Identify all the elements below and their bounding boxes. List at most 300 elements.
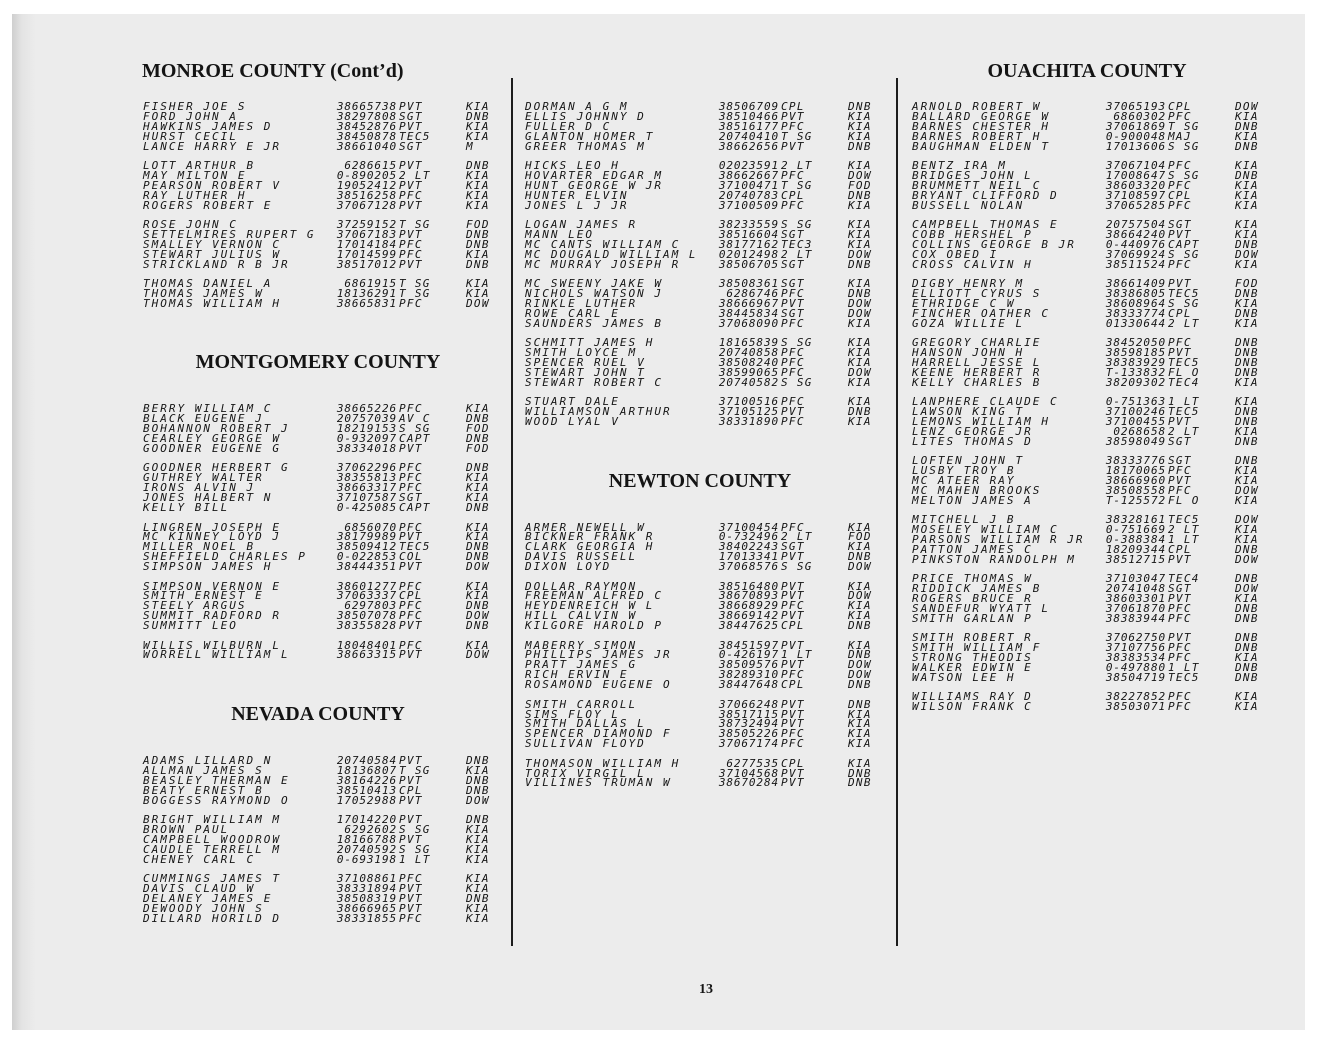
casualty-row: [912, 139, 1262, 153]
rank-cell: TEC5: [1168, 513, 1200, 527]
serial-number-cell: 17013341: [718, 550, 779, 564]
status-cell: KIA: [1235, 375, 1259, 389]
entry-group: [912, 220, 1262, 269]
status-cell: DNB: [848, 678, 872, 692]
name-cell: WOOD LYAL V: [525, 415, 620, 429]
rank-cell: TEC5: [1168, 355, 1200, 369]
rank-cell: CPL: [781, 756, 805, 770]
status-cell: KIA: [1235, 129, 1259, 143]
name-cell: BEATY ERNEST B: [143, 783, 264, 797]
serial-number-cell: 6861915: [344, 277, 397, 291]
entry-group: [525, 638, 875, 692]
rank-cell: PVT: [1168, 631, 1192, 645]
name-cell: SMITH CARROLL: [525, 697, 638, 711]
name-cell: FORD JOHN A: [143, 109, 238, 123]
status-cell: KIA: [848, 707, 872, 721]
serial-number-cell: 37067183: [336, 227, 397, 241]
casualty-row: [912, 257, 1262, 271]
rank-cell: 2 LT: [781, 159, 813, 173]
name-cell: MC MURRAY JOSEPH R: [525, 257, 681, 271]
rank-cell: PFC: [399, 579, 423, 593]
serial-number-cell: 0-425085: [336, 501, 397, 515]
name-cell: LOTT ARTHUR B: [143, 159, 256, 173]
name-cell: LUSBY TROY B: [912, 464, 1016, 478]
status-cell: DNB: [1235, 611, 1259, 625]
serial-number-cell: 6856070: [344, 520, 397, 534]
rank-cell: PVT: [399, 100, 423, 113]
status-cell: KIA: [466, 491, 490, 505]
serial-number-cell: 38516480: [718, 579, 779, 593]
status-cell: DNB: [466, 227, 490, 241]
entry-group: [525, 338, 875, 387]
status-cell: DOW: [1235, 483, 1259, 497]
serial-number-cell: 38447625: [718, 619, 779, 633]
casualty-row: [525, 139, 875, 153]
name-cell: GREER THOMAS M: [525, 139, 646, 153]
name-cell: ROSAMOND EUGENE O: [525, 678, 672, 692]
rank-cell: PFC: [399, 247, 423, 261]
name-cell: WILLIS WILBURN L: [143, 638, 281, 652]
status-cell: KIA: [466, 100, 490, 113]
serial-number-cell: 38451597: [718, 638, 779, 652]
rank-cell: 2 LT: [781, 247, 813, 261]
serial-number-cell: 38227852: [1105, 690, 1166, 704]
status-cell: KIA: [466, 872, 490, 886]
status-cell: DNB: [1235, 355, 1259, 369]
name-cell: THOMAS JAMES W: [143, 287, 264, 301]
serial-number-cell: 38512715: [1105, 552, 1166, 566]
entry-group: [143, 461, 493, 515]
entry-group: [143, 638, 493, 662]
status-cell: DOW: [466, 560, 490, 574]
rank-cell: T SG: [781, 178, 813, 192]
serial-number-cell: 02012498: [718, 247, 779, 261]
name-cell: DELANEY JAMES E: [143, 891, 273, 905]
status-cell: DNB: [1235, 434, 1259, 448]
name-cell: PATTON JAMES C: [912, 543, 1033, 556]
serial-number-cell: 17014220: [336, 813, 397, 827]
name-cell: LEMONS WILLIAM H: [912, 415, 1050, 429]
serial-number-cell: 37067104: [1105, 159, 1166, 173]
rank-cell: FL O: [1168, 365, 1200, 379]
casualty-row: [143, 296, 493, 310]
name-cell: STUART DALE: [525, 395, 620, 409]
rank-cell: PVT: [399, 257, 423, 271]
rank-cell: PFC: [399, 481, 423, 495]
serial-number-cell: 37100471: [718, 178, 779, 192]
entry-group: [912, 338, 1262, 387]
entry-group: [912, 161, 1262, 210]
status-cell: DNB: [466, 599, 490, 613]
name-cell: MILLER NOEL B: [143, 540, 256, 554]
name-cell: FULLER D C: [525, 119, 612, 133]
name-cell: BERRY WILLIAM C: [143, 402, 273, 416]
county-section: [912, 60, 1262, 722]
name-cell: BRYANT CLIFFORD D: [912, 188, 1059, 202]
name-cell: ELLIOTT CYRUS S: [912, 287, 1042, 301]
serial-number-cell: 38508361: [718, 277, 779, 291]
serial-number-cell: 38505226: [718, 727, 779, 741]
status-cell: KIA: [848, 237, 872, 251]
status-cell: DNB: [1235, 365, 1259, 379]
name-cell: SMITH GARLAN P: [912, 611, 1033, 625]
serial-number-cell: 6277535: [726, 756, 779, 770]
rank-cell: PVT: [399, 793, 423, 807]
casualty-row: [143, 198, 493, 212]
serial-number-cell: 38447648: [718, 678, 779, 692]
status-cell: DNB: [466, 783, 490, 797]
rank-cell: CPL: [781, 100, 805, 113]
serial-number-cell: 0-497880: [1105, 661, 1166, 675]
rank-cell: PVT: [399, 773, 423, 787]
serial-number-cell: 38599065: [718, 365, 779, 379]
entry-group: [143, 102, 493, 151]
rank-cell: S SG: [781, 336, 813, 350]
rank-cell: PVT: [781, 707, 805, 721]
entry-group: [525, 279, 875, 328]
name-cell: ROGERS BRUCE R: [912, 592, 1033, 606]
status-cell: DNB: [1235, 346, 1259, 360]
serial-number-cell: 38445834: [718, 306, 779, 320]
rank-cell: PVT: [399, 530, 423, 544]
name-cell: STEWART JOHN T: [525, 365, 646, 379]
status-cell: KIA: [466, 832, 490, 846]
name-cell: VILLINES TRUMAN W: [525, 776, 672, 790]
serial-number-cell: 38666960: [1105, 474, 1166, 488]
status-cell: KIA: [848, 198, 872, 212]
name-cell: LANCE HARRY E JR: [143, 139, 281, 153]
serial-number-cell: 38661409: [1105, 277, 1166, 291]
serial-number-cell: 0-440976: [1105, 237, 1166, 251]
serial-number-cell: 38355828: [336, 619, 397, 633]
status-cell: DNB: [848, 550, 872, 564]
rank-cell: SGT: [781, 540, 805, 554]
serial-number-cell: 38517012: [336, 257, 397, 271]
entry-group: [912, 279, 1262, 328]
name-cell: MOSELEY WILLIAM C: [912, 523, 1059, 537]
rank-cell: 1 LT: [1168, 395, 1200, 409]
entry-group: [912, 574, 1262, 623]
rank-cell: PFC: [1168, 336, 1192, 350]
casualty-row: [143, 441, 493, 455]
rank-cell: PFC: [781, 520, 805, 534]
serial-number-cell: 38504719: [1105, 670, 1166, 684]
county-heading: OUACHITA COUNTY: [987, 60, 1187, 82]
rank-cell: TEC4: [1168, 572, 1200, 586]
serial-number-cell: 37062296: [336, 461, 397, 475]
status-cell: DNB: [466, 461, 490, 475]
name-cell: ROSE JOHN C: [143, 218, 238, 232]
name-cell: SPENCER RUEL V: [525, 355, 646, 369]
rank-cell: TEC5: [399, 129, 431, 143]
name-cell: BRUMMETT NEIL C: [912, 178, 1042, 192]
status-cell: DOW: [848, 658, 872, 672]
name-cell: MC KINNEY LOYD J: [143, 530, 281, 544]
serial-number-cell: 0-900048: [1105, 129, 1166, 143]
county-heading: MONROE COUNTY (Cont’d): [142, 60, 404, 82]
rank-cell: PFC: [1168, 641, 1192, 655]
status-cell: DOW: [848, 247, 872, 261]
rank-cell: PVT: [399, 198, 423, 212]
rank-cell: 2 LT: [781, 530, 813, 544]
status-cell: DNB: [1235, 119, 1259, 133]
casualty-row: [912, 434, 1262, 448]
status-cell: DOW: [466, 648, 490, 662]
rank-cell: T SG: [1168, 119, 1200, 133]
name-cell: GUTHREY WALTER: [143, 471, 264, 485]
name-cell: DORMAN A G M: [525, 100, 629, 113]
status-cell: KIA: [466, 287, 490, 301]
name-cell: SMITH ERNEST E: [143, 589, 264, 603]
name-cell: DIGBY HENRY M: [912, 277, 1025, 291]
name-cell: LOGAN JAMES R: [525, 218, 638, 232]
serial-number-cell: 38669142: [718, 609, 779, 623]
county-section: [143, 670, 493, 933]
name-cell: THOMAS WILLIAM H: [143, 296, 281, 310]
entry-group: [525, 579, 875, 633]
rank-cell: PFC: [399, 188, 423, 202]
serial-number-cell: 38663315: [336, 648, 397, 662]
rank-cell: PVT: [781, 638, 805, 652]
name-cell: MANN LEO: [525, 227, 594, 241]
rank-cell: PFC: [781, 346, 805, 360]
rank-cell: PVT: [1168, 552, 1192, 566]
name-cell: KELLY CHARLES B: [912, 375, 1042, 389]
serial-number-cell: 38506709: [718, 100, 779, 113]
casualty-row: [525, 778, 875, 788]
name-cell: RICH ERVIN E: [525, 668, 629, 682]
serial-number-cell: 38516604: [718, 227, 779, 241]
rank-cell: 2 LT: [399, 168, 431, 182]
serial-number-cell: 38289310: [718, 668, 779, 682]
status-cell: KIA: [1235, 523, 1259, 537]
rank-cell: PVT: [781, 658, 805, 672]
casualty-row: [912, 316, 1262, 330]
name-cell: SPENCER DIAMOND F: [525, 727, 672, 741]
name-cell: GOODNER HERBERT G: [143, 461, 290, 475]
status-cell: KIA: [848, 756, 872, 770]
serial-number-cell: 38608964: [1105, 296, 1166, 310]
name-cell: JONES L J JR: [525, 198, 629, 212]
rank-cell: PFC: [781, 355, 805, 369]
serial-number-cell: 17008647: [1105, 168, 1166, 182]
serial-number-cell: 37062750: [1105, 631, 1166, 645]
rank-cell: CPL: [1168, 543, 1192, 556]
serial-number-cell: 0-932097: [336, 432, 397, 446]
column-3: [912, 60, 1262, 722]
name-cell: DILLARD HORILD D: [143, 911, 281, 925]
serial-number-cell: 18219153: [336, 422, 397, 436]
status-cell: KIA: [1235, 257, 1259, 271]
rank-cell: PFC: [781, 198, 805, 212]
status-cell: KIA: [848, 599, 872, 613]
rank-cell: PVT: [781, 776, 805, 790]
serial-number-cell: 37065285: [1105, 198, 1166, 212]
rank-cell: CPL: [1168, 100, 1192, 113]
rank-cell: PVT: [1168, 227, 1192, 241]
name-cell: ELLIS JOHNNY D: [525, 109, 646, 123]
serial-number-cell: 38233559: [718, 218, 779, 232]
rank-cell: S SG: [781, 560, 813, 574]
name-cell: PRATT JAMES G: [525, 658, 638, 672]
rank-cell: PVT: [781, 109, 805, 123]
status-cell: DNB: [466, 891, 490, 905]
name-cell: FISHER JOE S: [143, 100, 247, 113]
serial-number-cell: 0268658: [1113, 424, 1166, 438]
serial-number-cell: 38383944: [1105, 611, 1166, 625]
casualty-row: [525, 417, 875, 427]
serial-number-cell: 20740858: [718, 346, 779, 360]
name-cell: CEARLEY GEORGE W: [143, 432, 281, 446]
status-cell: DNB: [848, 188, 872, 202]
serial-number-cell: 38209302: [1105, 375, 1166, 389]
casualty-row: [143, 503, 493, 513]
rank-cell: PFC: [781, 316, 805, 330]
rank-cell: PFC: [1168, 700, 1192, 714]
name-cell: HANSON JOHN H: [912, 346, 1025, 360]
rank-cell: T SG: [399, 287, 431, 301]
name-cell: COBB HERSHEL P: [912, 227, 1033, 241]
serial-number-cell: 38510466: [718, 109, 779, 123]
status-cell: KIA: [1235, 316, 1259, 330]
name-cell: DOLLAR RAYMON: [525, 579, 638, 593]
serial-number-cell: 6292602: [344, 822, 397, 836]
entry-group: [143, 753, 493, 807]
name-cell: BENTZ IRA M: [912, 159, 1007, 173]
serial-number-cell: 19052412: [336, 178, 397, 192]
serial-number-cell: 37100454: [718, 520, 779, 534]
status-cell: DNB: [1235, 631, 1259, 645]
serial-number-cell: 38510413: [336, 783, 397, 797]
rank-cell: PVT: [399, 813, 423, 827]
status-cell: KIA: [1235, 651, 1259, 665]
rank-cell: S SG: [1168, 247, 1200, 261]
name-cell: STEELY ARGUS: [143, 599, 247, 613]
column-divider-right: [896, 78, 898, 946]
serial-number-cell: 17013606: [1105, 139, 1166, 153]
entry-group: [525, 520, 875, 574]
name-cell: WALKER EDWIN E: [912, 661, 1033, 675]
status-cell: DOW: [1235, 247, 1259, 261]
name-cell: DEWOODY JOHN S: [143, 901, 264, 915]
status-cell: FOD: [466, 441, 490, 455]
rank-cell: PFC: [1168, 198, 1192, 212]
rank-cell: 1 LT: [781, 648, 813, 662]
rank-cell: PFC: [1168, 178, 1192, 192]
rank-cell: PFC: [1168, 159, 1192, 173]
rank-cell: PFC: [399, 911, 423, 925]
serial-number-cell: 38164226: [336, 773, 397, 787]
casualty-row: [525, 680, 875, 690]
rank-cell: SGT: [781, 257, 805, 271]
name-cell: STRONG THEODIS: [912, 651, 1033, 665]
status-cell: DNB: [1235, 405, 1259, 419]
name-cell: MAY MILTON E: [143, 168, 247, 182]
rank-cell: T SG: [399, 763, 431, 777]
entry-group: [912, 692, 1262, 712]
status-cell: DNB: [1235, 602, 1259, 616]
serial-number-cell: 18048401: [336, 638, 397, 652]
casualty-row: [525, 257, 875, 271]
status-cell: KIA: [1235, 533, 1259, 547]
name-cell: IRONS ALVIN J: [143, 481, 256, 495]
name-cell: RINKLE LUTHER: [525, 296, 638, 310]
casualty-row: [143, 257, 493, 271]
serial-number-cell: 38508558: [1105, 483, 1166, 497]
name-cell: PARSONS WILLIAM R JR: [912, 533, 1085, 547]
status-cell: KIA: [466, 901, 490, 915]
serial-number-cell: 37061870: [1105, 602, 1166, 616]
name-cell: HARRELL JESSE L: [912, 355, 1042, 369]
name-cell: SMALLEY VERNON C: [143, 237, 281, 251]
rank-cell: FL O: [1168, 493, 1200, 507]
rank-cell: PVT: [399, 832, 423, 846]
serial-number-cell: 37065193: [1105, 100, 1166, 113]
status-cell: KIA: [1235, 395, 1259, 409]
status-cell: DNB: [1235, 139, 1259, 153]
status-cell: KIA: [466, 763, 490, 777]
status-cell: KIA: [848, 375, 872, 389]
serial-number-cell: 38598049: [1105, 434, 1166, 448]
rank-cell: CAPT: [399, 501, 431, 515]
entry-group: [143, 874, 493, 923]
rank-cell: SGT: [1168, 582, 1192, 596]
name-cell: THOMASON WILLIAM H: [525, 756, 681, 770]
name-cell: BOGGESS RAYMOND O: [143, 793, 290, 807]
status-cell: DOW: [1235, 513, 1259, 527]
status-cell: DNB: [848, 257, 872, 271]
name-cell: HAWKINS JAMES D: [143, 119, 273, 133]
status-cell: DNB: [848, 100, 872, 113]
entry-group: [525, 756, 875, 790]
serial-number-cell: 20757039: [336, 412, 397, 426]
serial-number-cell: 38509412: [336, 540, 397, 554]
serial-number-cell: 38517115: [718, 707, 779, 721]
status-cell: DNB: [466, 412, 490, 426]
serial-number-cell: 37067174: [718, 737, 779, 751]
status-cell: FOD: [848, 178, 872, 192]
serial-number-cell: 18166788: [336, 832, 397, 846]
serial-number-cell: 37067128: [336, 198, 397, 212]
rank-cell: CPL: [1168, 188, 1192, 202]
rank-cell: PVT: [1168, 415, 1192, 429]
serial-number-cell: 37107756: [1105, 641, 1166, 655]
serial-number-cell: 38297808: [336, 109, 397, 123]
status-cell: FOD: [848, 530, 872, 544]
column-1: [143, 60, 493, 933]
status-cell: KIA: [466, 589, 490, 603]
rank-cell: SGT: [399, 139, 423, 153]
rank-cell: 2 LT: [1168, 523, 1200, 537]
status-cell: KIA: [848, 355, 872, 369]
status-cell: KIA: [848, 415, 872, 429]
rank-cell: PFC: [399, 402, 423, 416]
name-cell: RAY LUTHER H: [143, 188, 247, 202]
status-cell: DNB: [1235, 543, 1259, 556]
rank-cell: SGT: [1168, 454, 1192, 468]
rank-cell: SGT: [399, 491, 423, 505]
name-cell: ROGERS ROBERT E: [143, 198, 273, 212]
casualty-row: [525, 198, 875, 212]
casualty-row: [143, 650, 493, 660]
serial-number-cell: 20757504: [1105, 218, 1166, 232]
serial-number-cell: 38179989: [336, 530, 397, 544]
entry-group: [912, 456, 1262, 505]
casualty-row: [525, 739, 875, 749]
name-cell: STEWART ROBERT C: [525, 375, 663, 389]
name-cell: SMITH ROBERT R: [912, 631, 1033, 645]
column-divider-left: [511, 78, 513, 946]
